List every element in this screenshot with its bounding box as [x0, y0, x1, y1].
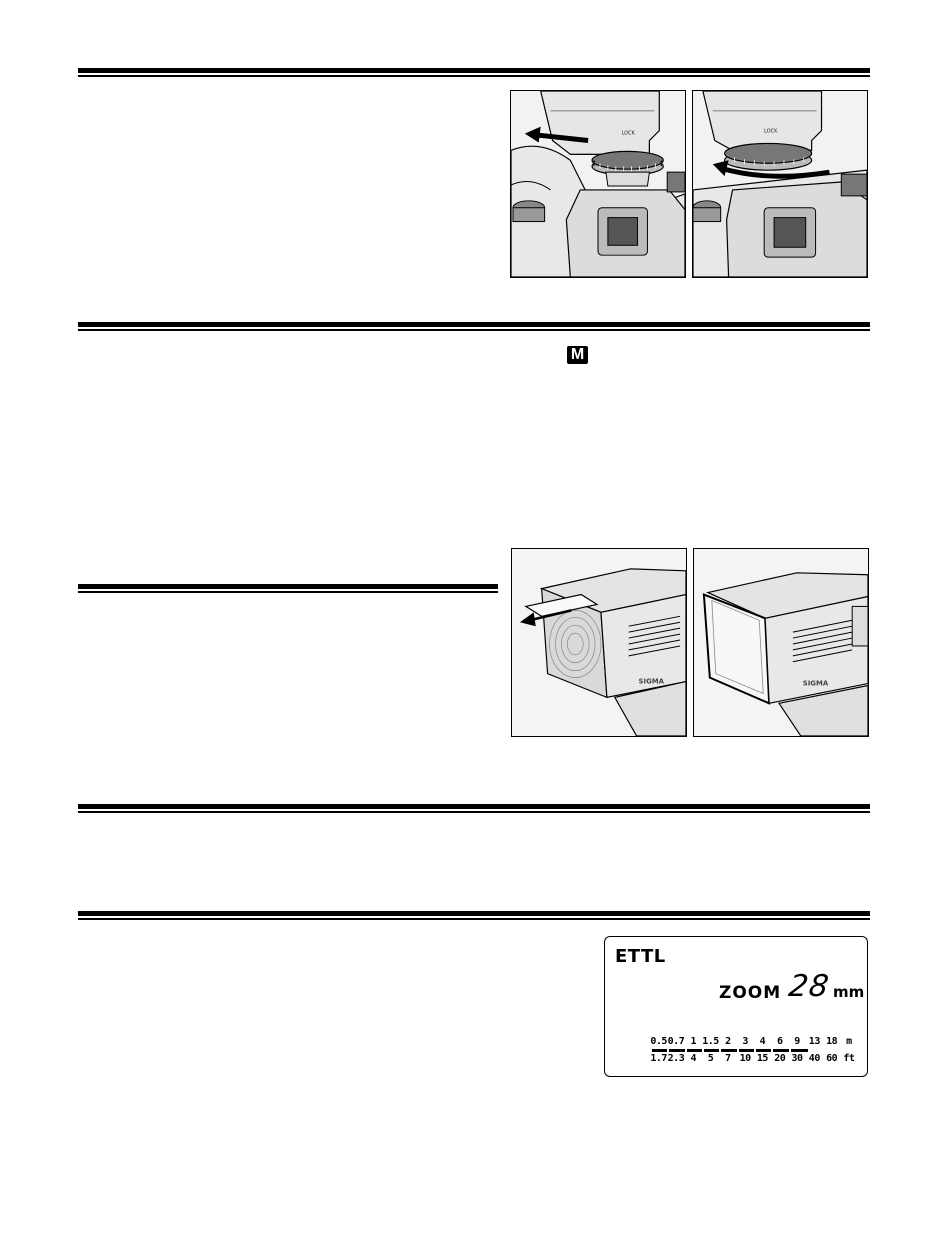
feet-mark: 1.7: [650, 1053, 667, 1064]
feet-mark: 30: [791, 1053, 803, 1064]
meter-mark: 1.5: [702, 1036, 719, 1047]
section-rule-3: [78, 584, 498, 593]
feet-mark: 20: [774, 1053, 786, 1064]
meter-mark: 1: [690, 1036, 696, 1047]
lcd-mode-indicator: ETTL: [615, 946, 666, 967]
section-rule-4: [78, 804, 870, 813]
meter-mark: 6: [776, 1036, 783, 1047]
distance-scale-feet: [650, 1053, 858, 1064]
meter-mark: 2: [725, 1036, 731, 1047]
flash-mount-slide-photo: [510, 90, 686, 278]
meter-mark: 0.7: [667, 1036, 685, 1047]
meter-mark: 9: [794, 1036, 800, 1047]
feet-mark: 4: [690, 1053, 696, 1064]
lock-label-1: LOCK: [621, 130, 635, 137]
meter-mark: 4: [759, 1036, 766, 1047]
brand-label-2: SIGMA: [802, 679, 829, 688]
feet-mark: 2.3: [667, 1053, 685, 1064]
feet-mark: 15: [756, 1053, 768, 1064]
flash-panel-removal-photo: [511, 548, 687, 737]
lock-label-2: LOCK: [764, 128, 778, 135]
flash-panel-installed-photo: [693, 548, 869, 737]
feet-mark: 40: [808, 1053, 820, 1064]
lcd-distance-scale: [650, 1036, 865, 1072]
feet-mark: 5: [707, 1053, 714, 1064]
distance-scale-meters: [650, 1036, 858, 1047]
lcd-zoom-label: ZOOM: [719, 983, 782, 1003]
brand-label-1: SIGMA: [638, 677, 664, 686]
feet-unit: ft: [843, 1053, 855, 1064]
feet-mark: 10: [739, 1053, 751, 1064]
meter-mark: 18: [826, 1036, 838, 1047]
feet-mark: 60: [826, 1053, 838, 1064]
section-rule-5: [78, 911, 870, 920]
meter-mark: 13: [808, 1036, 820, 1047]
distance-scale-bar: [652, 1049, 808, 1052]
section-rule-2: [78, 322, 870, 331]
meter-unit: m: [846, 1036, 852, 1047]
lcd-zoom-unit: mm: [833, 983, 865, 1001]
manual-mode-icon: M: [567, 346, 588, 364]
lcd-zoom-value: 28: [786, 969, 832, 1004]
section-rule-1: [78, 68, 870, 77]
lcd-panel: [604, 936, 868, 1077]
meter-mark: 3: [742, 1036, 748, 1047]
feet-mark: 7: [725, 1053, 731, 1064]
flash-mount-lock-ring-photo: [692, 90, 868, 278]
meter-mark: 0.5: [650, 1036, 667, 1047]
